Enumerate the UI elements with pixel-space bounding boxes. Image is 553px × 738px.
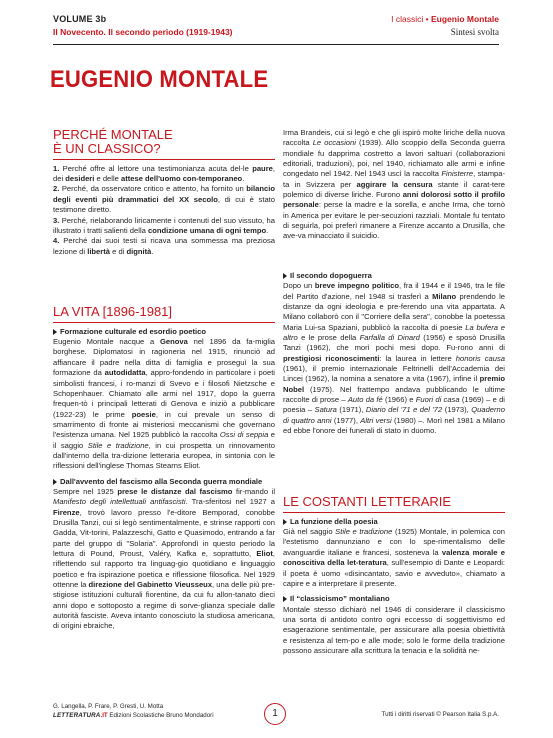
perche-heading-rule	[53, 159, 275, 160]
header-divider	[53, 44, 499, 45]
perche-heading-line1: PERCHÉ MONTALE	[53, 127, 173, 142]
costanti-heading-rule	[283, 512, 505, 513]
perche-point-3: 3. Perché, rielaborando liricamente i contenuti del suo vissuto, ha illustrato i tratti salienti della condizione umana di ogni tempo.	[53, 215, 275, 235]
dopoguerra-section	[283, 271, 505, 437]
header-right	[391, 14, 499, 37]
vita-subheading-formazione: Formazione culturale ed esordio poetico	[53, 327, 275, 337]
vita-paragraph-3: Irma Brandeis, cui si legò e che gli ispirò molte liriche della nuova raccolta Le occasioni (1939). Allo scoppio della Seconda guerra mondiale fu dapprima costretto a lavori saltuari (collaborazioni editoriali, traduzioni), poi, nel 1940, richiamato alle armi e infine congedato nel 1942. Nel 1943 uscì la raccolta Finisterre, stampa-ta in Svizzera per aggirare la censura stante il carat-tere polemico di diverse liriche. Furono anni dolorosi sotto il profilo personale: perse la madre e la sorella, e anche Irma, che tornò in America per evitare le per-secuzioni razziali. Montale fu tentato di seguirla, poi preferì rimanere a Firenze accanto a Drusilla, che ave-va minacciato il suicidio.	[283, 128, 506, 241]
perche-point-2: 2. Perché, da osservatore critico e attento, ha fornito un bilancio degli eventi più drammatici del XX secolo, di cui è stato testimone diretto.	[53, 184, 275, 215]
vita-subheading-dopoguerra: Il secondo dopoguerra	[283, 271, 505, 281]
footer-publisher-line	[53, 711, 214, 720]
costanti-heading: LE COSTANTI LETTERARIE	[283, 494, 452, 509]
brand-logo: LETTERATURA	[53, 712, 101, 719]
bullet-separator: •	[425, 14, 429, 24]
vita-subheading-fascismo: Dall'avvento del fascismo alla Seconda guerra mondiale	[53, 477, 275, 487]
costanti-subheading-funzione: La funzione della poesia	[283, 517, 505, 527]
vita-heading: LA VITA [1896-1981]	[53, 304, 173, 319]
costanti-subheading-classicismo: Il “classicismo” montaliano	[283, 594, 505, 604]
volume-label: VOLUME 3b	[53, 14, 107, 24]
publisher-name: Edizioni Scolastiche Bruno Mondadori	[107, 712, 214, 719]
footer-rights: Tutti i diritti riservati © Pearson Italia S.p.A.	[381, 711, 499, 718]
brand-suffix: .IT	[100, 712, 108, 719]
footer-authors: G. Langella, P. Frare, P. Gresti, U. Motta	[53, 703, 164, 710]
vita-heading-rule	[53, 322, 275, 323]
vita-section	[53, 305, 275, 632]
vita-continued	[283, 128, 505, 242]
section-label: I classici	[391, 14, 424, 24]
perche-point-4: 4. Perché dai suoi testi si ricava una sommessa ma preziosa lezione di libertà e di dignità.	[53, 236, 275, 256]
perche-point-1: 1. Perché offre al lettore una testimonianza acuta del-le paure, dei desideri e delle attese dell'uomo con-temporaneo.	[53, 163, 275, 184]
period-label: Il Novecento. Il secondo periodo (1919-1943)	[53, 27, 233, 37]
page-header	[0, 0, 553, 46]
perche-section	[53, 128, 275, 257]
kind-label: Sintesi svolta	[450, 27, 499, 37]
costanti-paragraph-1: Già nel saggio Stile e tradizione (1925) Montale, in polemica con l'estetismo dannunziano e con lo spe-rimentalismo delle avanguardie italiane e francesi, sosteneva la valenza morale e conoscitiva della let-teratura, sull'esempio di Dante e Leopardi: il poeta è uomo «disincantato, savio e avveduto», chiamato a capire e a interpretare il presente.	[283, 527, 505, 588]
vita-paragraph-2: Sempre nel 1925 prese le distanze dal fascismo fir-mando il Manifesto degli intellettuali antifascisti. Tra-sferitosi nel 1927 a Firenze, trovò lavoro presso l'e-ditore Bemporad, conobbe Drusilla Tanzi, cui si legò sentimentalmente, e strinse rapporti con Gadda, Vit-torini, Palazzeschi, Gatto e Quasimodo, entrando a far parte del gruppo di "Solaria". Approfondì in questo periodo la lettura di Pound, Proust, Valéry, Kafka e, soprattutto, Eliot, riflettendo sul rapporto tra linguag-gio quotidiano e linguaggio poetico e fra ispirazione poetica e riflessione filosofica. Nel 1929 ottenne la direzione del Gabinetto Vieusseux, una delle più pre-stigiose istituzioni culturali fiorentine, da cui fu allon-tanato dieci anni dopo e sottoposto a regime di sorve-glianza speciale dalle autorità fasciste. Aveva intanto conosciuto la studiosa americana, di origini ebraiche,	[53, 486, 276, 631]
costanti-section	[283, 495, 505, 656]
vita-paragraph-1: Eugenio Montale nacque a Genova nel 1896 da fa-miglia borghese. Diplomatosi in ragioneria nel 1915, rinunciò ad affiancare il padre nella ditta di famiglia e proseguì la sua formazione da autodidatta, appro-fondendo in particolare i poeti simbolisti francesi, i ro-manzi di Svevo e i filosofi Nietzsche e Schopenhauer. Chiamato alle armi nel 1917, dopo la guerra frequen-tò i principali letterati di Genova e iniziò a pubblicare (1922-23) le prime poesie, in cui prevale un senso di smarrimento di fronte ai misteriosi meccanismi che governano l'esistenza umana. Nel 1925 pubblicò la raccolta Ossi di seppia e il saggio Stile e tradizione, in cui prospetta un rinnovamento dall'interno della tra-dizione letteraria europea, in sintonia con le riflessioni dell'inglese Thomas Stearns Eliot.	[53, 337, 276, 471]
page-number: 1	[264, 703, 286, 725]
perche-heading-line2: È UN CLASSICO?	[53, 141, 161, 156]
footer-left	[53, 702, 214, 720]
costanti-paragraph-2: Montale stesso dichiarò nel 1946 di considerare il classicismo una sorta di antidoto contro ogni eccesso di soggettivismo ed esagerazione sentimentale, per assicurare alla poesia obiettività e resistenza al tem-po e alle mode; solo le forme della tradizione possono assicurare alla scrittura la tenacia e la solidità ne-	[283, 604, 505, 655]
page-title: EUGENIO MONTALE	[50, 66, 269, 93]
vita-paragraph-4: Dopo un breve impegno politico, fra il 1944 e il 1946, tra le file del Partito d'azione, nel 1948 si trasferì a Milano prendendo le distanze da ogni ideologia e pre-ferendo una vita appartata. A Milano collaborò con il "Corriere della sera", conobbe la poetessa Maria Lui-sa Spaziani, pubblicò la raccolta di poesie La bufera e altro e le prose della Farfalla di Dinard (1956) e sposò Drusilla Tanzi (1962), che morì pochi mesi dopo. Fu-rono anni di prestigiosi riconoscimenti: la laurea in lettere honoris causa (1961), il premio internazionale Feltrinelli dell'Accademia dei Lincei (1962), la nomina a senatore a vita (1967), infine il premio Nobel (1975). Nel frattempo andava pubblicando le ultime raccolte di prose – Auto da fé (1966) e Fuori di casa (1969) – e di poesia – Satura (1971), Diario del '71 e del '72 (1973), Quaderno di quattro anni (1977), Altri versi (1980) –. Morì nel 1981 a Milano ed ebbe l'onore dei funerali di stato in duomo.	[283, 281, 506, 436]
author-label: Eugenio Montale	[431, 14, 499, 24]
